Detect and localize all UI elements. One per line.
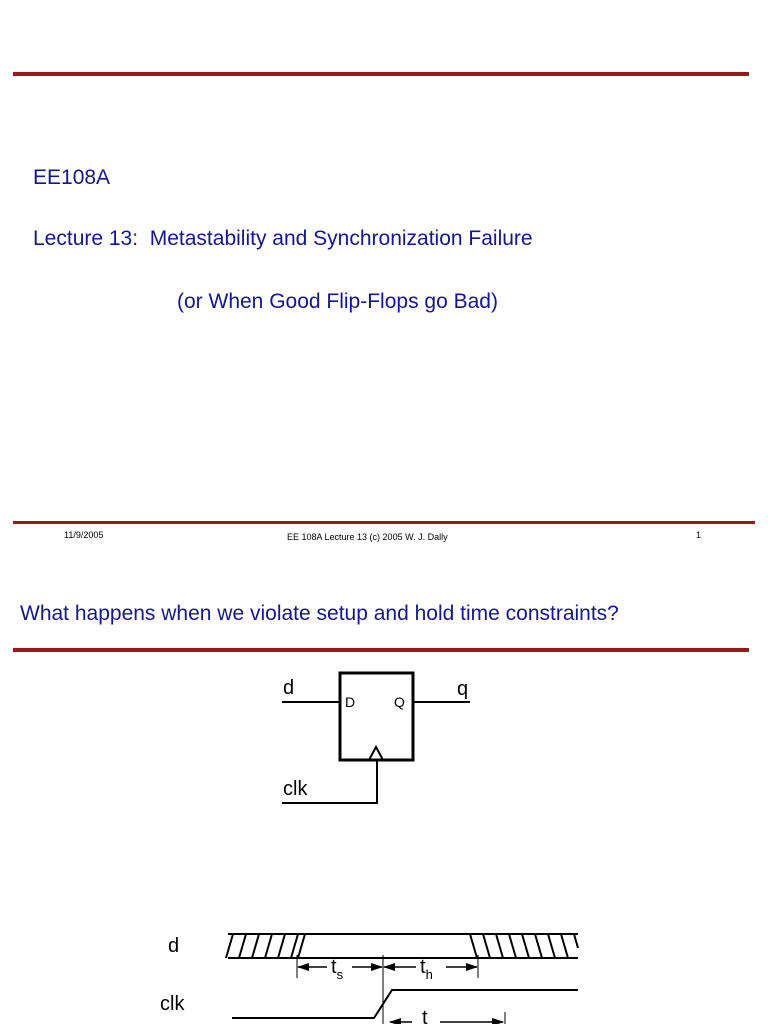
th-label: $t_h$ bbox=[420, 956, 433, 982]
footer-page-number: 1 bbox=[696, 530, 702, 540]
timing-diagram bbox=[0, 920, 768, 1024]
slide-heading: What happens when we violate setup and hold time constraints? bbox=[20, 602, 619, 625]
flipflop-diagram bbox=[0, 660, 768, 820]
d-input-label: d bbox=[283, 677, 295, 699]
course-code: EE108A bbox=[33, 166, 111, 189]
heading-rule bbox=[13, 648, 749, 652]
q-output-label: q bbox=[457, 678, 469, 700]
footer-date: 11/9/2005 bbox=[64, 530, 104, 540]
clk-signal-label: clk bbox=[160, 993, 185, 1015]
d-signal-label: d bbox=[168, 935, 180, 957]
pin-d-label: D bbox=[345, 694, 356, 710]
lecture-subtitle: (or When Good Flip-Flops go Bad) bbox=[177, 290, 498, 313]
ts-label: $t_s$ bbox=[331, 956, 344, 982]
pin-q-label: Q bbox=[394, 694, 405, 710]
clock-triangle-icon bbox=[369, 747, 383, 760]
d-waveform bbox=[226, 934, 578, 958]
footer-title: EE 108A Lecture 13 (c) 2005 W. J. Dally bbox=[287, 532, 448, 542]
footer-rule bbox=[13, 521, 755, 524]
lecture-title: Lecture 13: Metastability and Synchronization Failure bbox=[33, 227, 533, 250]
delay-label: t bbox=[422, 1007, 428, 1024]
clk-waveform bbox=[232, 990, 578, 1018]
top-rule bbox=[13, 72, 749, 76]
clk-input-label: clk bbox=[283, 778, 308, 800]
